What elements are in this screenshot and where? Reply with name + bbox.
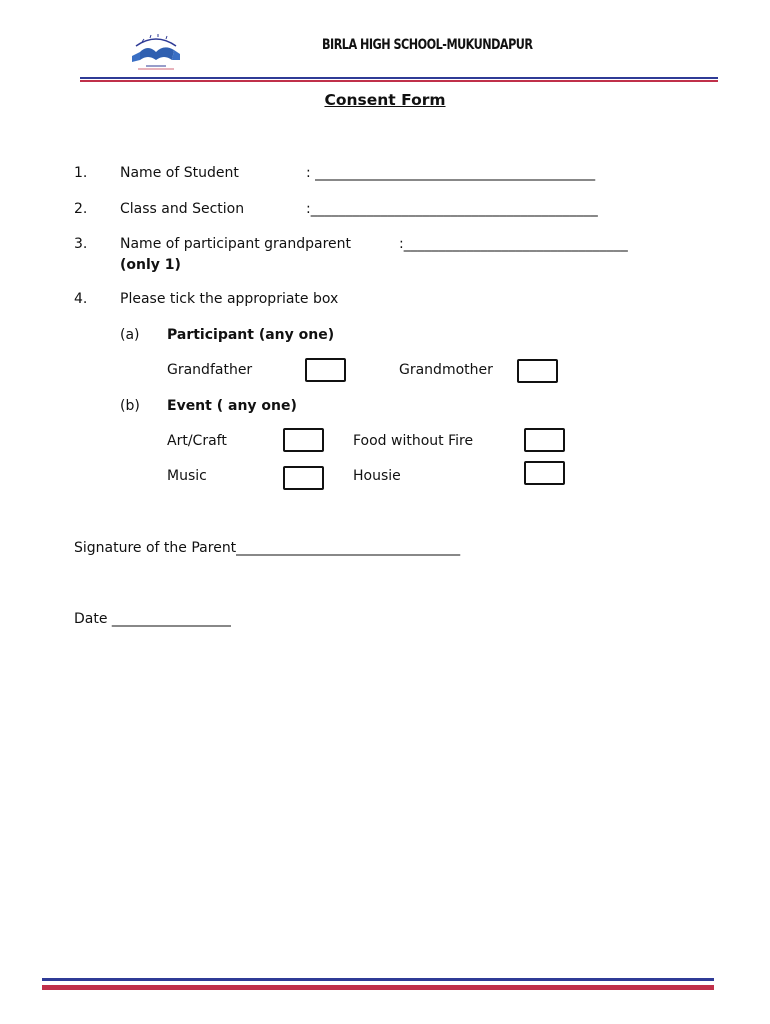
- parent-signature-field[interactable]: Signature of the Parent________________________________: [74, 540, 461, 556]
- date-field[interactable]: Date _________________: [74, 611, 231, 627]
- student-name-field[interactable]: : ________________________________________: [306, 165, 596, 181]
- grandmother-label: Grandmother: [399, 362, 493, 378]
- item-number: 2.: [74, 201, 88, 217]
- music-checkbox[interactable]: [283, 466, 324, 490]
- event-heading: Event ( any one): [167, 398, 297, 414]
- art-craft-checkbox[interactable]: [283, 428, 324, 452]
- food-without-fire-checkbox[interactable]: [524, 428, 565, 452]
- grandfather-label: Grandfather: [167, 362, 253, 378]
- grandfather-checkbox[interactable]: [305, 358, 346, 382]
- grandparent-name-label: Name of participant grandparent: [120, 236, 352, 252]
- housie-checkbox[interactable]: [524, 461, 565, 485]
- music-label: Music: [167, 468, 207, 484]
- participant-marker: (a): [120, 327, 140, 343]
- grandparent-note: (only 1): [120, 257, 181, 273]
- footer-rule-red: [42, 985, 714, 990]
- school-crest-icon: [128, 30, 184, 72]
- footer-rule-blue: [42, 978, 714, 981]
- item-number: 1.: [74, 165, 88, 181]
- grandparent-name-field[interactable]: :________________________________: [399, 236, 628, 252]
- class-section-field[interactable]: :_________________________________________: [306, 201, 598, 217]
- class-section-label: Class and Section: [120, 201, 245, 217]
- event-marker: (b): [120, 398, 140, 414]
- student-name-label: Name of Student: [120, 165, 239, 181]
- item-number: 4.: [74, 291, 88, 307]
- item-number: 3.: [74, 236, 88, 252]
- participant-heading: Participant (any one): [167, 327, 335, 343]
- grandmother-checkbox[interactable]: [517, 359, 558, 383]
- school-name: BIRLA HIGH SCHOOL-MUKUNDAPUR: [322, 37, 533, 53]
- header-rule-blue: [80, 77, 718, 79]
- page-title: Consent Form: [324, 91, 446, 109]
- header-rule-red: [80, 80, 718, 82]
- tick-instruction: Please tick the appropriate box: [120, 291, 339, 307]
- art-craft-label: Art/Craft: [167, 433, 227, 449]
- food-without-fire-label: Food without Fire: [353, 433, 474, 449]
- housie-label: Housie: [353, 468, 401, 484]
